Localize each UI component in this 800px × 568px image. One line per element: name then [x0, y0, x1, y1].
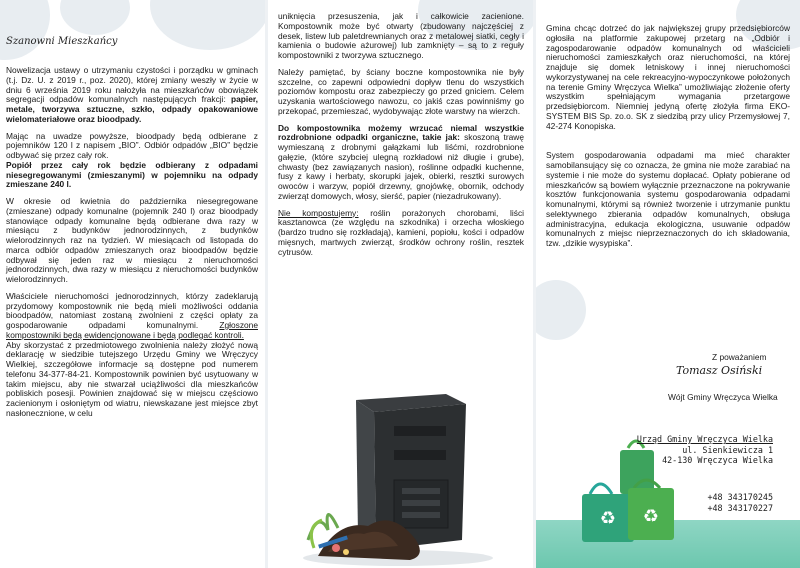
- underlined-note: Zgłoszone kompostowniki będą ewidencjonowane i będą podlegać kontroli.: [6, 320, 258, 340]
- composter-illustration: [298, 380, 498, 568]
- column-middle: [268, 0, 533, 568]
- paragraph: Właściciele nieruchomości jednorodzinnych, którzy zadeklarują przydomowy kompostownik nie będą mieli możliwości oddania bioodpadów, natomiast zostaną zwolnieni z części opłaty za gospodarowanie odpadami komunalnymi.: [6, 290, 258, 330]
- phone-block: [707, 492, 773, 513]
- regards: Z poważaniem: [712, 352, 767, 362]
- column-left: [0, 0, 265, 568]
- phone-2: +48 343170227: [707, 502, 773, 513]
- signature: Tomasz Osiński: [676, 364, 763, 377]
- paragraph: Gmina chcąc dotrzeć do jak największej grupy przedsiębiorców ogłosiła na platformie zakupowej przetarg na „Odbiór i zagospodarowanie odpadów komunalnych od właścicieli nieruchomości zamieszkałych oraz nieruchomości, na której znajduje się domek letniskowy i innej nieruchomości wykorzystywanej na cele rekreacyjno-wypoczynkowe położonych na terenie Gminy Wręczyca Wielka” umożliwiając złożenie oferty wszystkim spełniającym wymagania przetargowe przedsiębiorcom. Niemniej jedyną ofertę złożyła firma EKO-SYSTEM BIS Sp. zo.o. SK z siedzibą przy ulicy Przemysłowej 7, 42-274 Konopiska.: [546, 23, 790, 131]
- paragraph-bold: Do kompostownika możemy wrzucać niemal wszystkie rozdrobnione odpadki organiczne, takie jak:: [278, 122, 524, 143]
- address-street: ul. Sienkiewicza 1: [682, 444, 773, 455]
- paragraph: System gospodarowania odpadami ma mieć charakter samobilansujący się co oznacza, że gmina nie może zarabiać na systemie i nie może do systemu dopłacać. Opłaty pobierane od mieszkańców są bowiem wyłącznie przeznaczone na pokrywanie kosztów funkcjonowania systemu gospodarowania odpadami komunalnymi, którymi są również tworzenie i utrzymanie punktu selektywnego zbierania odpadów komunalnych, obsługa administracyjna, edukacja ekologiczna, usuwanie odpadów komunalnych z miejsc nieprzeznaczonych do ich składowania, tzw. „dzikie wysypiska”.: [546, 150, 790, 248]
- column-right: [536, 0, 800, 568]
- salutation: Szanowni Mieszkańcy: [6, 36, 118, 47]
- paragraph: Aby skorzystać z przedmiotowego zwolnienia należy złożyć nową deklarację w siedzibie tutejszego Urzędu Gminy we Wręczycy Wielkiej, szczegółowe informacje są dostępne pod numerem telefonu 34-377-84-21. Kompostownik powinien być usytuowany w takim miejscu, aby nie stwarzał uciążliwości dla mieszkańców pobliskich posesji. Powinien znajdować się w miejscu częściowo zacienionym i osłoniętym od wiatru, niewskazane jest miejsce zbyt nasłonecznione, w celu: [6, 339, 258, 418]
- paragraph: W okresie od kwietnia do października niesegregowane (zmieszane) odpady komunalne (pojemnik 240 l) oraz bioodpady stanowiące odpady komunalne będą odbierane dwa razy w miesiącu z budynków jednorodzinnych, z budynków wielorodzinnych raz na tydzień. W miesiącach od listopada do marca odbiór odpadów zmieszanych oraz bioodpadów będzie odbywał się jeden raz w miesiącu z nieruchomości jednorodzinnych, dwa razy w miesiącu z nieruchomości budynków wielorodzinnych.: [6, 196, 258, 284]
- paragraph: roślin porażonych chorobami, liści kasztanowca (ze względu na szkodnika) i orzecha włoskiego (bardzo trudno się rozkładają), kamieni, popiołu, kości i odpadów mięsnych, martwych zwierząt, środków ochrony roślin, resztek cytrusów.: [278, 207, 525, 257]
- paragraph-bold: papier, metale, tworzywa sztuczne, szkło, odpady opakowaniowe wielomateriałowe oraz bioodpady.: [6, 94, 259, 124]
- paragraph: uniknięcia przesuszenia, jak i całkowicie zacienione. Kompostownik może być otwarty (zbudowany najczęściej z desek, listew lub paletdrewnianych oraz z metalowej siatki, cegły i kamienia o budowie ażurowej) lub zamknięty – są to z reguły kompostowniki z tworzywa sztucznego.: [278, 11, 524, 60]
- text-block-left: [6, 66, 258, 426]
- svg-text:♻: ♻: [642, 506, 660, 527]
- text-block-middle: [278, 12, 524, 264]
- paragraph: Mając na uwadze powyższe, bioodpady będą odbierane z pojemników 120 l z napisem „BIO”. Odbiór odpadów „BIO” będzie odbywać się przez cały rok.: [6, 130, 258, 160]
- decor-bubble: [60, 0, 130, 35]
- decor-bubble: [0, 0, 50, 60]
- address-block: [637, 434, 773, 466]
- underlined-label: Nie kompostujemy:: [278, 207, 359, 218]
- address-office: Urząd Gminy Wręczyca Wielka: [636, 434, 773, 444]
- paragraph: Należy pamiętać, by ściany boczne kompostownika nie były szczelne, co zapewni odpowiedni dopływ tlenu do wszystkich poziomów kompostu oraz zabezpieczy go przed gniciem. Celem uzyskania wartościowego nawozu, co jakiś czas powinniśmy go przekopać, przemieszać, wydobywając złote warstwy na wierzch.: [278, 66, 524, 116]
- decor-bubble: [536, 280, 586, 340]
- paragraph: Nowelizacja ustawy o utrzymaniu czystości i porządku w gminach (t.j. Dz. U. z 2019 r., poz. 2020), której zmiany weszły w życie w dniu 6 września 2019 roku nałożyła na mieszkańców obowiązek segregacji odpadów komunalnych następujących frakcji:: [6, 65, 258, 105]
- address-city: 42-130 Wręczyca Wielka: [662, 455, 773, 466]
- paragraph-bold: Popiół przez cały rok będzie odbierany z odpadami niesegregowanymi (zmieszanymi) w pojemniku na odpady zmieszane 240 l.: [6, 159, 258, 190]
- signer-title: Wójt Gminy Wręczyca Wielka: [668, 392, 778, 402]
- phone-1: +48 343170245: [707, 492, 773, 502]
- decor-bubble: [150, 0, 265, 50]
- paragraph: skoszoną trawę wymieszaną z drobnymi gałązkami lub liśćmi, rozdrobnione gałęzie, (które szybciej ulegną rozkładowi niż długie i grube), chwasty (bez zawiązanych nasion), roślinne odpadki kuchenne, fusy z kawy i herbaty, skorupki jajek, obierki, resztki surowych owoców i warzyw, popiół drzewny, gnojówkę, obornik, odchody zwierząt domowych, włosy, sierść, papier (niezadrukowany).: [278, 132, 524, 201]
- svg-text:♻: ♻: [599, 508, 617, 529]
- text-block-right: [546, 24, 790, 256]
